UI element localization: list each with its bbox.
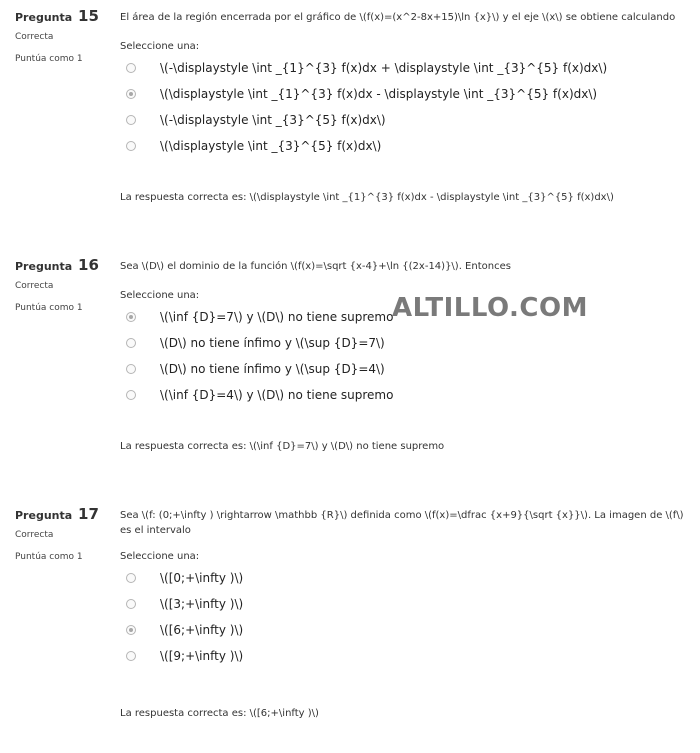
question-number-value: 15 bbox=[78, 7, 99, 25]
radio-button[interactable] bbox=[126, 115, 136, 125]
question-number-value: 16 bbox=[78, 256, 99, 274]
answer-list bbox=[120, 567, 686, 671]
answer-option[interactable] bbox=[120, 645, 686, 671]
question-info bbox=[15, 257, 110, 314]
radio-button-selected[interactable] bbox=[126, 625, 136, 635]
question-number bbox=[15, 257, 110, 275]
answer-option[interactable] bbox=[120, 384, 686, 410]
question-text: El área de la región encerrada por el gráfico de \(f(x)=(x^2-8x+15)\ln {x}\) y el eje \(x\) se obtiene calculando bbox=[120, 12, 676, 23]
answer-option[interactable] bbox=[120, 135, 686, 161]
answer-label: \([9;+\infty )\) bbox=[160, 649, 244, 663]
question-state: Correcta bbox=[15, 281, 54, 291]
answer-option[interactable] bbox=[120, 83, 686, 109]
question-grade: Puntúa como 1 bbox=[15, 552, 83, 562]
correct-answer-feedback: La respuesta correcta es: \(\displaystyle \int _{1}^{3} f(x)dx - \displaystyle \int _{3}^{5} f(x)dx\) bbox=[120, 192, 614, 203]
radio-button[interactable] bbox=[126, 338, 136, 348]
select-prompt: Seleccione una: bbox=[120, 551, 200, 562]
question-grade: Puntúa como 1 bbox=[15, 54, 83, 64]
answer-option[interactable] bbox=[120, 593, 686, 619]
question-label: Pregunta bbox=[15, 509, 73, 522]
correct-answer-feedback: La respuesta correcta es: \([6;+\infty )\) bbox=[120, 708, 319, 719]
question-grade: Puntúa como 1 bbox=[15, 303, 83, 313]
answer-option[interactable] bbox=[120, 109, 686, 135]
answer-option[interactable] bbox=[120, 57, 686, 83]
answer-option[interactable] bbox=[120, 567, 686, 593]
question-content bbox=[120, 8, 686, 205]
answer-label: \(\inf {D}=4\) y \(D\) no tiene supremo bbox=[160, 388, 394, 402]
answer-label: \([6;+\infty )\) bbox=[160, 623, 244, 637]
radio-button[interactable] bbox=[126, 390, 136, 400]
answer-list bbox=[120, 57, 686, 161]
question-number-value: 17 bbox=[78, 505, 99, 523]
answer-label: \(D\) no tiene ínfimo y \(\sup {D}=7\) bbox=[160, 336, 385, 350]
answer-label: \([3;+\infty )\) bbox=[160, 597, 244, 611]
altillo-watermark: ALTILLO.COM bbox=[392, 293, 588, 323]
answer-label: \(D\) no tiene ínfimo y \(\sup {D}=4\) bbox=[160, 362, 385, 376]
question-text: Sea \(f: (0;+\infty ) \rightarrow \mathbb {R}\) definida como \(f(x)=\dfrac {x+9}{\sqrt {x}}\). La imagen de \(f\) es el intervalo bbox=[120, 510, 684, 536]
answer-option[interactable] bbox=[120, 332, 686, 358]
answer-label: \(\inf {D}=7\) y \(D\) no tiene supremo bbox=[160, 310, 394, 324]
radio-button[interactable] bbox=[126, 573, 136, 583]
question-info bbox=[15, 506, 110, 563]
question-number bbox=[15, 8, 110, 26]
question-state: Correcta bbox=[15, 32, 54, 42]
answer-label: \(\displaystyle \int _{3}^{5} f(x)dx\) bbox=[160, 139, 382, 153]
answer-label: \(-\displaystyle \int _{3}^{5} f(x)dx\) bbox=[160, 113, 386, 127]
question-content bbox=[120, 506, 686, 721]
question-info bbox=[15, 8, 110, 65]
radio-button[interactable] bbox=[126, 141, 136, 151]
answer-option[interactable] bbox=[120, 358, 686, 384]
radio-button[interactable] bbox=[126, 599, 136, 609]
answer-label: \([0;+\infty )\) bbox=[160, 571, 244, 585]
select-prompt: Seleccione una: bbox=[120, 41, 200, 52]
radio-button[interactable] bbox=[126, 364, 136, 374]
radio-button[interactable] bbox=[126, 63, 136, 73]
question-label: Pregunta bbox=[15, 11, 73, 24]
radio-button[interactable] bbox=[126, 651, 136, 661]
question-label: Pregunta bbox=[15, 260, 73, 273]
radio-button-selected[interactable] bbox=[126, 89, 136, 99]
question-state: Correcta bbox=[15, 530, 54, 540]
answer-option[interactable] bbox=[120, 619, 686, 645]
select-prompt: Seleccione una: bbox=[120, 290, 200, 301]
question-number bbox=[15, 506, 110, 524]
answer-label: \(\displaystyle \int _{1}^{3} f(x)dx - \displaystyle \int _{3}^{5} f(x)dx\) bbox=[160, 87, 598, 101]
answer-label: \(-\displaystyle \int _{1}^{3} f(x)dx + \displaystyle \int _{3}^{5} f(x)dx\) bbox=[160, 61, 608, 75]
question-text: Sea \(D\) el dominio de la función \(f(x)=\sqrt {x-4}+\ln {(2x-14)}\). Entonces bbox=[120, 261, 511, 272]
correct-answer-feedback: La respuesta correcta es: \(\inf {D}=7\) y \(D\) no tiene supremo bbox=[120, 441, 445, 452]
question-content bbox=[120, 257, 686, 454]
radio-button-selected[interactable] bbox=[126, 312, 136, 322]
